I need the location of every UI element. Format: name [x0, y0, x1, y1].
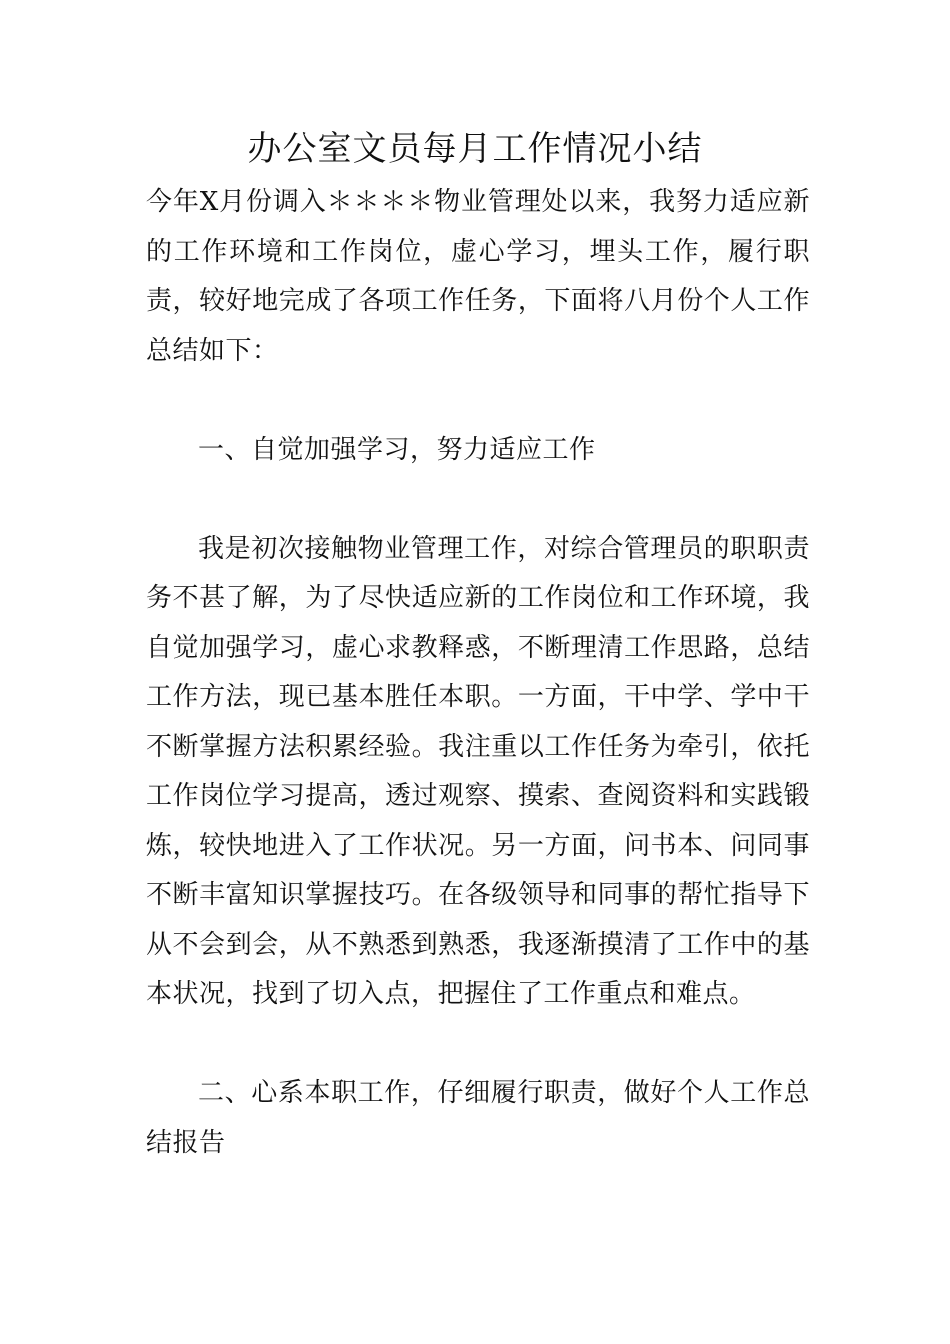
section-heading-1: 一、自觉加强学习，努力适应工作 — [198, 434, 596, 465]
paragraph-gap — [146, 1020, 810, 1070]
section-1-paragraph: 我是初次接触物业管理工作，对综合管理员的职职责务不甚了解，为了尽快适应新的工作岗位和工作环境，我自觉加强学习，虚心求教释惑，不断理清工作思路，总结工作方法，现已基本胜任本职。一方面，干中学、学中干不断掌握方法积累经验。我注重以工作任务为牵引，依托工作岗位学习提高，透过观察、摸索、查阅资料和实践锻炼，较快地进入了工作状况。另一方面，问书本、问同事不断丰富知识掌握技巧。在各级领导和同事的帮忙指导下从不会到会，从不熟悉到熟悉，我逐渐摸清了工作中的基本状况，找到了切入点，把握住了工作重点和难点。 — [146, 533, 810, 1009]
paragraph-gap — [146, 475, 810, 525]
document-title: 办公室文员每月工作情况小结 — [247, 129, 703, 169]
section-heading-2: 二、心系本职工作，仔细履行职责，做好个人工作总结报告 — [146, 1078, 810, 1158]
intro-paragraph: 今年X月份调入＊＊＊＊物业管理处以来，我努力适应新的工作环境和工作岗位，虚心学习，埋头工作，履行职责，较好地完成了各项工作任务，下面将八月份个人工作总结如下： — [146, 187, 810, 366]
paragraph-gap — [146, 376, 810, 426]
document-body — [146, 178, 810, 1168]
